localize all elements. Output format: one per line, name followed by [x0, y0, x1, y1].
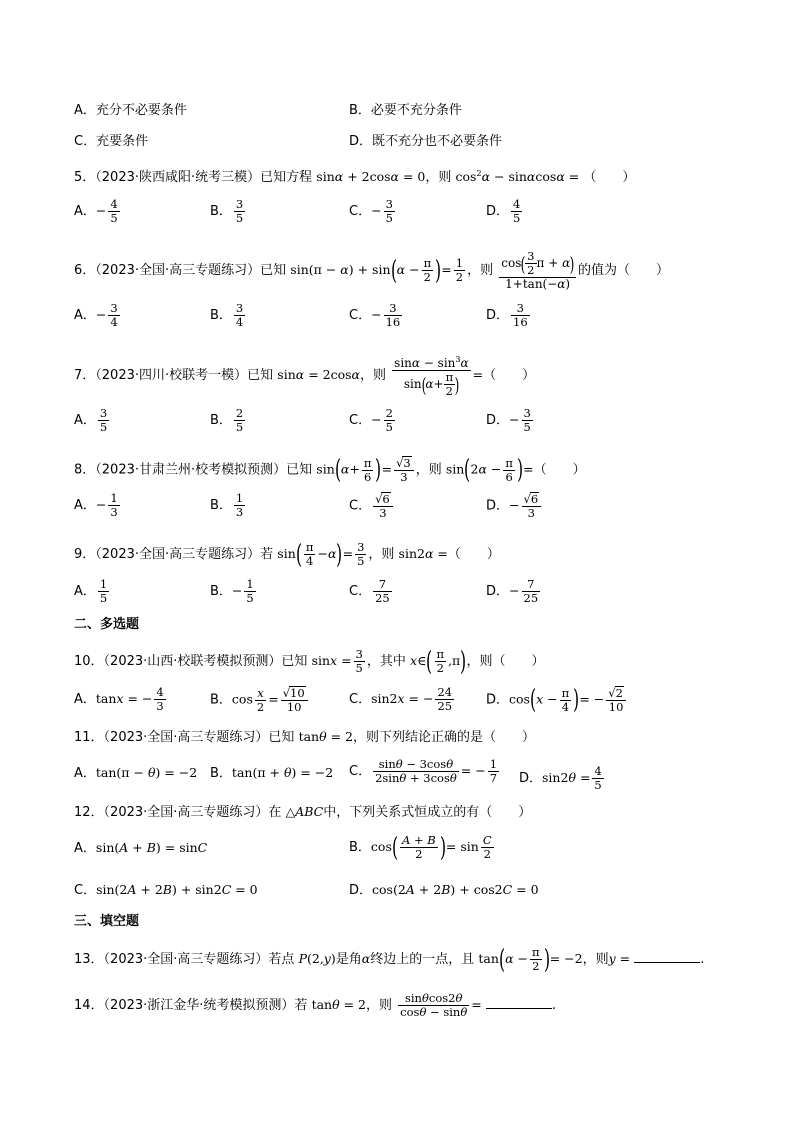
q7-option-a: A． $\frac{3}{5}$ [74, 406, 108, 434]
answer-blank[interactable] [486, 996, 552, 1009]
q12-option-d: D．cos(2A + 2B) + cos2C = 0 [349, 882, 539, 898]
q7-option-d: D．− $\frac{3}{5}$ [486, 406, 531, 434]
section-heading-fill-in: 三、填空题 [74, 914, 140, 929]
q5-option-a: A．− $\frac{4}{5}$ [74, 197, 118, 225]
q5-option-d: D． $\frac{4}{5}$ [486, 197, 521, 225]
q8-option-b: B． $\frac{1}{3}$ [210, 491, 244, 519]
q6-option-d: D． $\frac{3}{16}$ [486, 301, 528, 329]
q5-option-b: B． $\frac{3}{5}$ [210, 197, 244, 225]
question-14: 14．（2023·浙江金华·统考模拟预测）若 tanθ = 2，则 $\frac{\sin\theta\cos 2\theta}{\cos\theta - \sin\theta}$ = . [74, 991, 557, 1019]
q4-option-a: A．充分不必要条件 [74, 103, 187, 118]
question-7: 7．（2023·四川·校联考一模）已知 sinα = 2cosα，则 $\sin\alpha - \sin^3\alpha$ sin(α+ $\frac{\pi}{2}$ ) =（ ） [74, 355, 536, 398]
question-5: 5．（2023·陕西咸阳·统考三模）已知方程 sinα + 2cosα = 0，则 $\cos^2\alpha - \sin\alpha\cos\alpha$ = （ ） [74, 169, 636, 186]
q4-option-c: C．充要条件 [74, 134, 149, 149]
q8-option-c: C． $\frac{√6}{3}$ [349, 492, 395, 520]
q6-option-c: C．− $\frac{3}{16}$ [349, 301, 401, 329]
q9-option-c: C． $\frac{7}{25}$ [349, 577, 390, 605]
question-9: 9．（2023·全国·高三专题练习）若 sin( $\frac{\pi}{4}$ −α)= $\frac{3}{5}$ ，则 sin2α =（ ） [74, 539, 500, 570]
q11-option-a: A．tan(π − θ) = −2 [74, 765, 198, 781]
q11-option-d: D．sin2θ = $\frac{4}{5}$ [519, 764, 602, 792]
q12-option-c: C．sin(2A + 2B) + sin2C = 0 [74, 882, 258, 898]
math: $\cos^2\alpha - \sin\alpha\cos\alpha$ = [455, 169, 580, 185]
q10-option-b: B．cos $\frac{x}{2}$ = $\frac{√10}{10}$ [210, 686, 310, 714]
answer-blank[interactable] [634, 950, 700, 963]
q5-option-c: C．− $\frac{3}{5}$ [349, 197, 393, 225]
q9-option-b: B．− $\frac{1}{5}$ [210, 577, 254, 605]
question-10: 10．（2023·山西·校联考模拟预测）已知 sinx = $\frac{3}{5}$ ，其中 x∈( $\frac{\pi}{2}$ ,π)，则（ ） [74, 646, 545, 677]
q12-option-b: B．cos( $\frac{A + B}{2}$ )= sin $\frac{C}{2}$ [349, 832, 492, 863]
section-heading-multiple-choice: 二、多选题 [74, 617, 140, 632]
question-6: 6．（2023·全国·高三专题练习）已知 sin(π − α) + sin(α − $\frac{\pi}{2}$ )= $\frac{1}{2}$ ，则 cos( $\frac{3}{2}$ π + α) 1+tan(−α) 的值为（ ） [74, 249, 670, 291]
q10-option-c: C．sin2x = − $\frac{24}{25}$ [349, 685, 453, 713]
q8-option-a: A．− $\frac{1}{3}$ [74, 491, 118, 519]
question-13: 13．（2023·全国·高三专题练习）若点 P(2,y)是角α终边上的一点，且 tan(α − $\frac{\pi}{2}$ )= −2，则y = . [74, 944, 705, 975]
q4-option-d: D．既不充分也不必要条件 [349, 134, 503, 149]
math: sinα + 2cosα = 0 [316, 169, 426, 185]
question-11: 11．（2023·全国·高三专题练习）已知 tanθ = 2，则下列结论正确的是（ ） [74, 729, 536, 745]
q6-option-a: A．− $\frac{3}{4}$ [74, 301, 118, 329]
q9-option-d: D．− $\frac{7}{25}$ [486, 577, 539, 605]
q10-option-a: A．tanx = − $\frac{4}{3}$ [74, 685, 164, 713]
q10-option-d: D．cos(x − $\frac{\pi}{4}$ )= − $\frac{√2}{10}$ [486, 686, 628, 714]
math: sin(π − α) + sin [290, 262, 391, 277]
question-8: 8．（2023·甘肃兰州·校考模拟预测）已知 sin(α+ $\frac{\pi}{6}$ )= $\frac{√3}{3}$ ，则 sin(2α − $\frac{\pi}{6}$ )=（ ） [74, 455, 586, 485]
q9-option-a: A． $\frac{1}{5}$ [74, 577, 108, 605]
q7-option-b: B． $\frac{2}{5}$ [210, 406, 244, 434]
q11-option-c: C． $\frac{\sin\theta - 3\cos\theta}{2\sin\theta + 3\cos\theta}$ = − $\frac{1}{7}$ [349, 757, 498, 785]
q11-option-b: B．tan(π + θ) = −2 [210, 765, 334, 781]
q6-option-b: B． $\frac{3}{4}$ [210, 301, 244, 329]
q4-option-b: B．必要不充分条件 [349, 103, 462, 118]
q7-option-c: C．− $\frac{2}{5}$ [349, 406, 393, 434]
q8-option-d: D．− $\frac{√6}{3}$ [486, 492, 543, 520]
q12-option-a: A．sin(A + B) = sinC [74, 840, 208, 856]
question-12: 12．（2023·全国·高三专题练习）在 △ABC中，下列关系式恒成立的有（ ） [74, 804, 532, 820]
